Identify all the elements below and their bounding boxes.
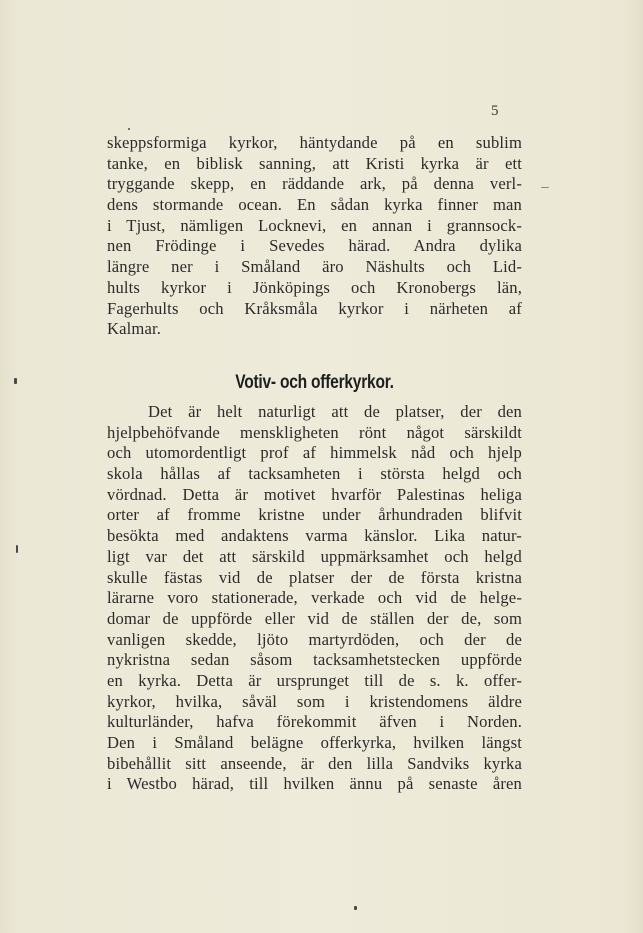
- text-line: en kyrka. Detta är ursprunget till de s. k. offer-: [107, 670, 522, 690]
- text-line: orter af fromme kristne under århundraden blifvit: [107, 505, 522, 525]
- text-line: och utomordentligt prof af himmelsk nåd och hjelp: [107, 443, 522, 463]
- margin-speck: [541, 187, 549, 188]
- text-line: bibehållit sitt anseende, är den lilla Sandviks kyrka: [107, 753, 522, 773]
- text-line: Fagerhults och Kråksmåla kyrkor i närheten af: [107, 298, 522, 318]
- text-line: kyrkor, hvilka, såväl som i kristendomens äldre: [107, 691, 522, 711]
- text-line: Det är helt naturligt att de platser, der den: [148, 402, 522, 421]
- text-line: hjelpbehöfvande menskligheten rönt något särskildt: [107, 422, 522, 442]
- text-line: längre ner i Småland äro Näshults och Lid-: [107, 257, 522, 277]
- text-line: skeppsformiga kyrkor, häntydande på en sublim: [107, 133, 522, 152]
- margin-speck: [16, 545, 18, 553]
- text-line: vanligen skedde, ljöto martyrdöden, och der de: [107, 629, 522, 649]
- text-line: Kalmar.: [107, 319, 162, 339]
- paragraph-skeppsformiga: [107, 133, 522, 340]
- margin-speck: [128, 128, 130, 130]
- text-line: tryggande skepp, en räddande ark, på denna verl-: [107, 174, 522, 194]
- text-line: nykristna sedan såsom tacksamhetstecken uppförde: [107, 650, 522, 670]
- text-line: ligt var det att särskild uppmärksamhet och helgd: [107, 546, 522, 566]
- text-line: kulturländer, hafva förekommit äfven i Norden.: [107, 712, 522, 732]
- text-line: tanke, en biblisk sanning, att Kristi kyrka är ett: [107, 153, 522, 173]
- page-number: 5: [491, 103, 499, 119]
- text-line: lärarne voro stationerade, verkade och vid de helge-: [107, 588, 522, 608]
- text-line: skulle fästas vid de platser der de första kristna: [107, 567, 522, 587]
- margin-speck: [354, 906, 357, 910]
- margin-speck: [14, 378, 17, 384]
- text-line: i Tjust, nämligen Locknevi, en annan i grannsock-: [107, 215, 522, 235]
- text-line: vördnad. Detta är motivet hvarför Palestinas heliga: [107, 484, 522, 504]
- text-line: domar de uppförde eller vid de ställen der de, som: [107, 608, 522, 628]
- text-line: Den i Småland belägne offerkyrka, hvilken längst: [107, 733, 522, 752]
- text-line: nen Frödinge i Sevedes härad. Andra dylika: [107, 236, 522, 256]
- text-line: skola hållas af tacksamheten i största helgd och: [107, 464, 522, 484]
- paragraph-votiv: [107, 402, 522, 795]
- text-line: i Westbo härad, till hvilken ännu på senaste åren: [107, 774, 522, 794]
- text-line: besökta med andaktens varma känslor. Lika natur-: [107, 526, 522, 546]
- section-heading: Votiv- och offerkyrkor.: [235, 372, 394, 393]
- text-line: dens stormande ocean. En sådan kyrka finner man: [107, 195, 522, 215]
- text-line: hults kyrkor i Jönköpings och Kronobergs län,: [107, 277, 522, 297]
